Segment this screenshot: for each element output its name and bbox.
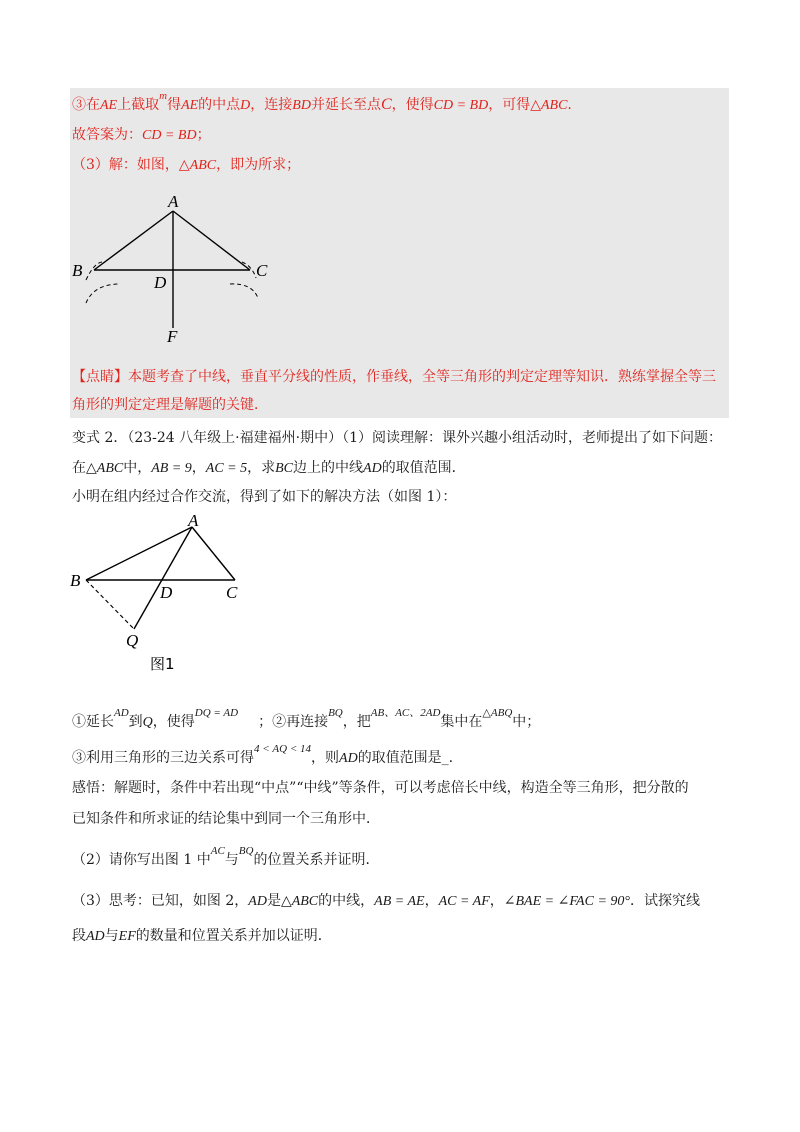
math: AE: [100, 98, 118, 113]
construction-figure: [64, 188, 284, 348]
math: C: [380, 96, 392, 113]
text: 的取值范围．: [381, 460, 466, 476]
text: ，使得: [391, 97, 434, 113]
text: ．试探究线: [630, 893, 700, 909]
text: ，即为所求；: [216, 157, 301, 173]
segment-ac: [192, 527, 235, 580]
text: ；②再连接: [258, 714, 329, 730]
math: △ABC: [86, 461, 124, 476]
text: ③利用三角形的三边关系可得: [72, 750, 254, 766]
text: 在: [86, 97, 100, 113]
math: AC: [210, 845, 225, 857]
label-f: F: [167, 327, 178, 346]
text: ，: [191, 460, 206, 476]
segment-ab: [86, 527, 192, 580]
math: △ABC: [178, 158, 217, 173]
text: ，: [424, 893, 439, 909]
label-b: B: [72, 261, 83, 280]
math: BQ: [328, 707, 343, 719]
text: 的数量和位置关系并加以证明．: [135, 928, 332, 944]
math: EF: [118, 929, 136, 944]
text: ，把: [342, 714, 371, 730]
math: DQ = AD: [194, 707, 239, 719]
text: 与: [104, 928, 119, 944]
math: AD: [86, 929, 105, 944]
text: 上截取: [117, 97, 160, 113]
text: ，使得: [152, 714, 195, 730]
math: AD: [339, 751, 358, 766]
math: ∠BAE = ∠FAC = 90°: [503, 894, 630, 909]
label-a: A: [168, 192, 179, 211]
label-b: B: [70, 571, 81, 590]
math: AB = 9: [151, 461, 192, 476]
method-line-1: [72, 707, 541, 733]
text: 集中在: [440, 714, 483, 730]
part3-answer-line: [72, 155, 300, 176]
arc-c-2: [230, 284, 258, 298]
comment-line-2: 角形的判定定理是解题的关键．: [72, 397, 268, 413]
math: AD: [248, 894, 267, 909]
method-line-3: [72, 743, 454, 769]
label-q: Q: [126, 631, 139, 650]
answer-math: CD = BD: [142, 128, 197, 143]
figure-1: [64, 512, 264, 677]
problem-line-1: 变式 2．（23-24 八年级上·福建福州·期中）（1）阅读理解：课外兴趣小组活动时，老师提出了如下问题：: [72, 430, 722, 446]
text: 中，: [123, 460, 152, 476]
answer-line: [72, 125, 211, 146]
math: BQ: [238, 845, 254, 857]
text: （2）请你写出图 1 中: [72, 852, 211, 868]
step3-circle: ③: [72, 97, 86, 113]
label-c: C: [226, 583, 238, 602]
segment-ab: [94, 211, 173, 270]
math: Q: [142, 715, 153, 730]
arc-b-2: [86, 284, 120, 303]
text: 的中点: [198, 97, 241, 113]
math: △ABC: [280, 894, 319, 909]
label-a: A: [188, 512, 199, 530]
answer-label: 故答案为：: [72, 127, 142, 143]
math: AE: [181, 98, 199, 113]
part2-line: [72, 845, 380, 871]
problem-line-3: 小明在组内经过合作交流，得到了如下的解决方法（如图 1）：: [72, 489, 457, 505]
math: AD: [114, 707, 129, 719]
text: ，连接: [250, 97, 293, 113]
text: ①延长: [72, 714, 114, 730]
text: 在: [72, 460, 86, 476]
text: ，求: [247, 460, 276, 476]
text: 的中线，: [318, 893, 375, 909]
math: AD: [363, 461, 382, 476]
math: 4 < AQ < 14: [254, 743, 312, 755]
insight-line-1: 感悟：解题时，条件中若出现“中点”“中线”等条件，可以考虑倍长中线，构造全等三角形，把分散的: [72, 780, 689, 796]
segment-aq: [134, 527, 192, 629]
text: .: [567, 97, 572, 113]
answer-end: ；: [196, 127, 211, 143]
math: CD = BD: [433, 98, 489, 113]
text: 边上的中线: [293, 460, 364, 476]
text: 的取值范围是_.: [357, 750, 454, 766]
math: D: [240, 98, 251, 113]
math: AC = 5: [205, 461, 248, 476]
part3-line: [72, 891, 700, 912]
insight-line-2: 已知条件和所求证的结论集中到同一个三角形中．: [72, 811, 380, 827]
segment-bq: [86, 580, 134, 629]
text: 到: [128, 714, 143, 730]
label-d: D: [160, 583, 173, 602]
label-c: C: [256, 261, 268, 280]
problem-line-2: [72, 458, 466, 479]
text: 段: [72, 928, 86, 944]
math: △ABQ: [482, 707, 513, 719]
segment-ac: [173, 211, 250, 270]
part3-line-b: [72, 926, 332, 947]
math: BC: [275, 461, 294, 476]
math: AB、AC、2AD: [370, 707, 441, 719]
math: △ABC: [530, 98, 568, 113]
math: m: [159, 90, 168, 102]
text: （3）思考：已知，如图 2，: [72, 893, 249, 909]
figure-caption: 图1: [150, 655, 175, 673]
text: ，则: [311, 750, 340, 766]
text: 并延长至点: [310, 97, 381, 113]
text: 得: [167, 97, 182, 113]
arc-b-1: [86, 262, 102, 280]
text: 的位置关系并证明．: [253, 852, 380, 868]
label-d: D: [154, 273, 167, 292]
step3-line: [72, 90, 572, 116]
text: ，可得: [488, 97, 531, 113]
math: AB = AE: [374, 894, 425, 909]
math: AC = AF: [438, 894, 490, 909]
text: （3）解：如图，: [72, 157, 179, 173]
comment-line-1: 【点睛】本题考查了中线，垂直平分线的性质，作垂线，全等三角形的判定定理等知识．熟练掌握全等三: [72, 369, 716, 385]
text: 是: [266, 893, 281, 909]
text: ，: [489, 893, 504, 909]
math: BD: [292, 98, 311, 113]
text: 与: [224, 852, 239, 868]
text: 中；: [512, 714, 541, 730]
